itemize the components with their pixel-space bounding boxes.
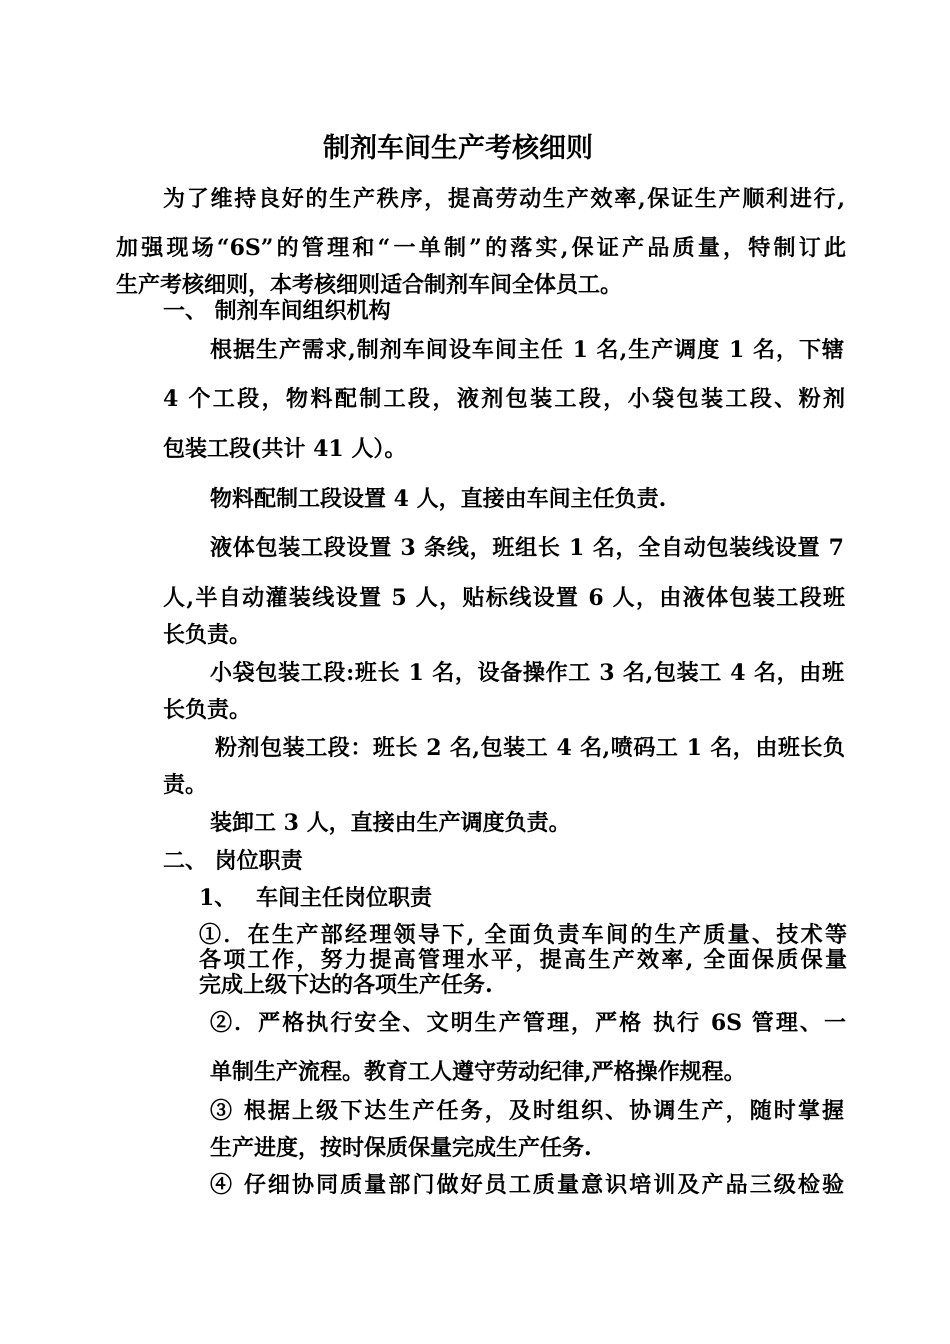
duty-1-line-2: 各项工作，努力提高管理水平，提高生产效率, 全面保质保量 (199, 947, 847, 973)
org-para-line-3: 包装工段(共计 41 人）。 (163, 436, 407, 462)
liquid-para-line-1: 液体包装工段设置 3 条线，班组长 1 名，全自动包装线设置 7 (210, 535, 844, 561)
duty-4-line-1: ④ 仔细协同质量部门做好员工质量意识培训及产品三级检验 (210, 1172, 844, 1198)
loader-text: 装卸工 3 人，直接由生产调度负责。 (210, 810, 571, 836)
sub-1-title: 车间主任岗位职责 (256, 885, 433, 911)
section-2-heading: 二、 岗位职责 (163, 848, 303, 874)
duty-2-line-2: 单制生产流程。教育工人遵守劳动纪律,严格操作规程。 (210, 1059, 746, 1085)
duty-2-line-1: ②．严格执行安全、文明生产管理，严格 执行 6S 管理、一 (210, 1010, 846, 1036)
material-section-text: 物料配制工段设置 4 人，直接由车间主任负责. (210, 486, 667, 512)
intro-line-1: 为了维持良好的生产秩序，提高劳动生产效率,保证生产顺利进行, (163, 186, 845, 212)
sub-1-number: 1、 (199, 885, 237, 911)
duty-1-line-1: ①．在生产部经理领导下, 全面负责车间的生产质量、技术等 (199, 922, 847, 948)
duty-3-line-2: 生产进度，按时保质保量完成生产任务. (210, 1135, 592, 1161)
powder-para-line-1: 粉剂包装工段：班长 2 名,包装工 4 名,喷码工 1 名，由班长负 (215, 735, 845, 761)
liquid-para-line-3: 长负责。 (163, 622, 252, 648)
org-para-line-2: 4 个工段，物料配制工段，液剂包装工段，小袋包装工段、粉剂 (163, 386, 845, 412)
liquid-para-line-2: 人,半自动灌装线设置 5 人，贴标线设置 6 人，由液体包装工段班 (163, 585, 845, 611)
intro-line-2: 加强现场“6S”的管理和“一单制”的落实,保证产品质量，特制订此 (116, 235, 846, 261)
intro-line-3: 生产考核细则，本考核细则适合制剂车间全体员工。 (116, 272, 623, 298)
section-1-heading: 一、 制剂车间组织机构 (163, 298, 391, 324)
sachet-para-line-2: 长负责。 (163, 697, 252, 723)
org-para-line-1: 根据生产需求,制剂车间设车间主任 1 名,生产调度 1 名，下辖 (210, 337, 844, 363)
page-title: 制剂车间生产考核细则 (323, 133, 593, 164)
duty-3-line-1: ③ 根据上级下达生产任务，及时组织、协调生产，随时掌握 (210, 1098, 844, 1124)
powder-para-line-2: 责。 (163, 772, 208, 798)
duty-1-line-3: 完成上级下达的各项生产任务. (199, 972, 493, 998)
sachet-para-line-1: 小袋包装工段:班长 1 名，设备操作工 3 名,包装工 4 名，由班 (210, 660, 844, 686)
